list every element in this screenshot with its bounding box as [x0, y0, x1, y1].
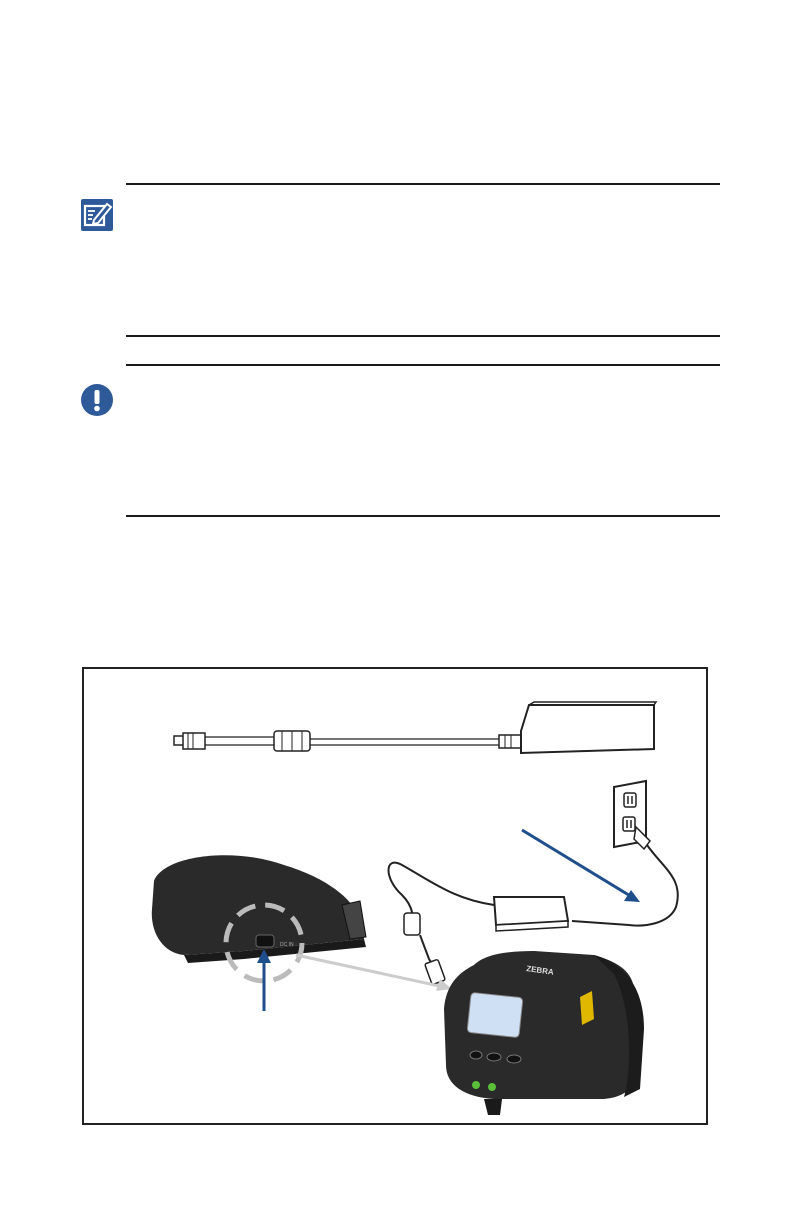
important-bottom-rule — [126, 515, 720, 517]
brand-label: ZEBRA — [525, 964, 555, 977]
charging-illustration — [84, 669, 706, 1123]
ac-power-adapter — [174, 702, 656, 753]
note-top-rule — [126, 183, 720, 185]
note-edit-icon — [80, 198, 114, 237]
charging-figure — [82, 667, 708, 1125]
dc-in-port-label: DC IN — [280, 942, 294, 948]
exclamation-icon — [80, 383, 114, 422]
note-bottom-rule — [126, 335, 720, 337]
wall-outlet — [614, 781, 678, 926]
important-top-rule — [126, 364, 720, 366]
printer-front-view — [444, 951, 644, 1115]
